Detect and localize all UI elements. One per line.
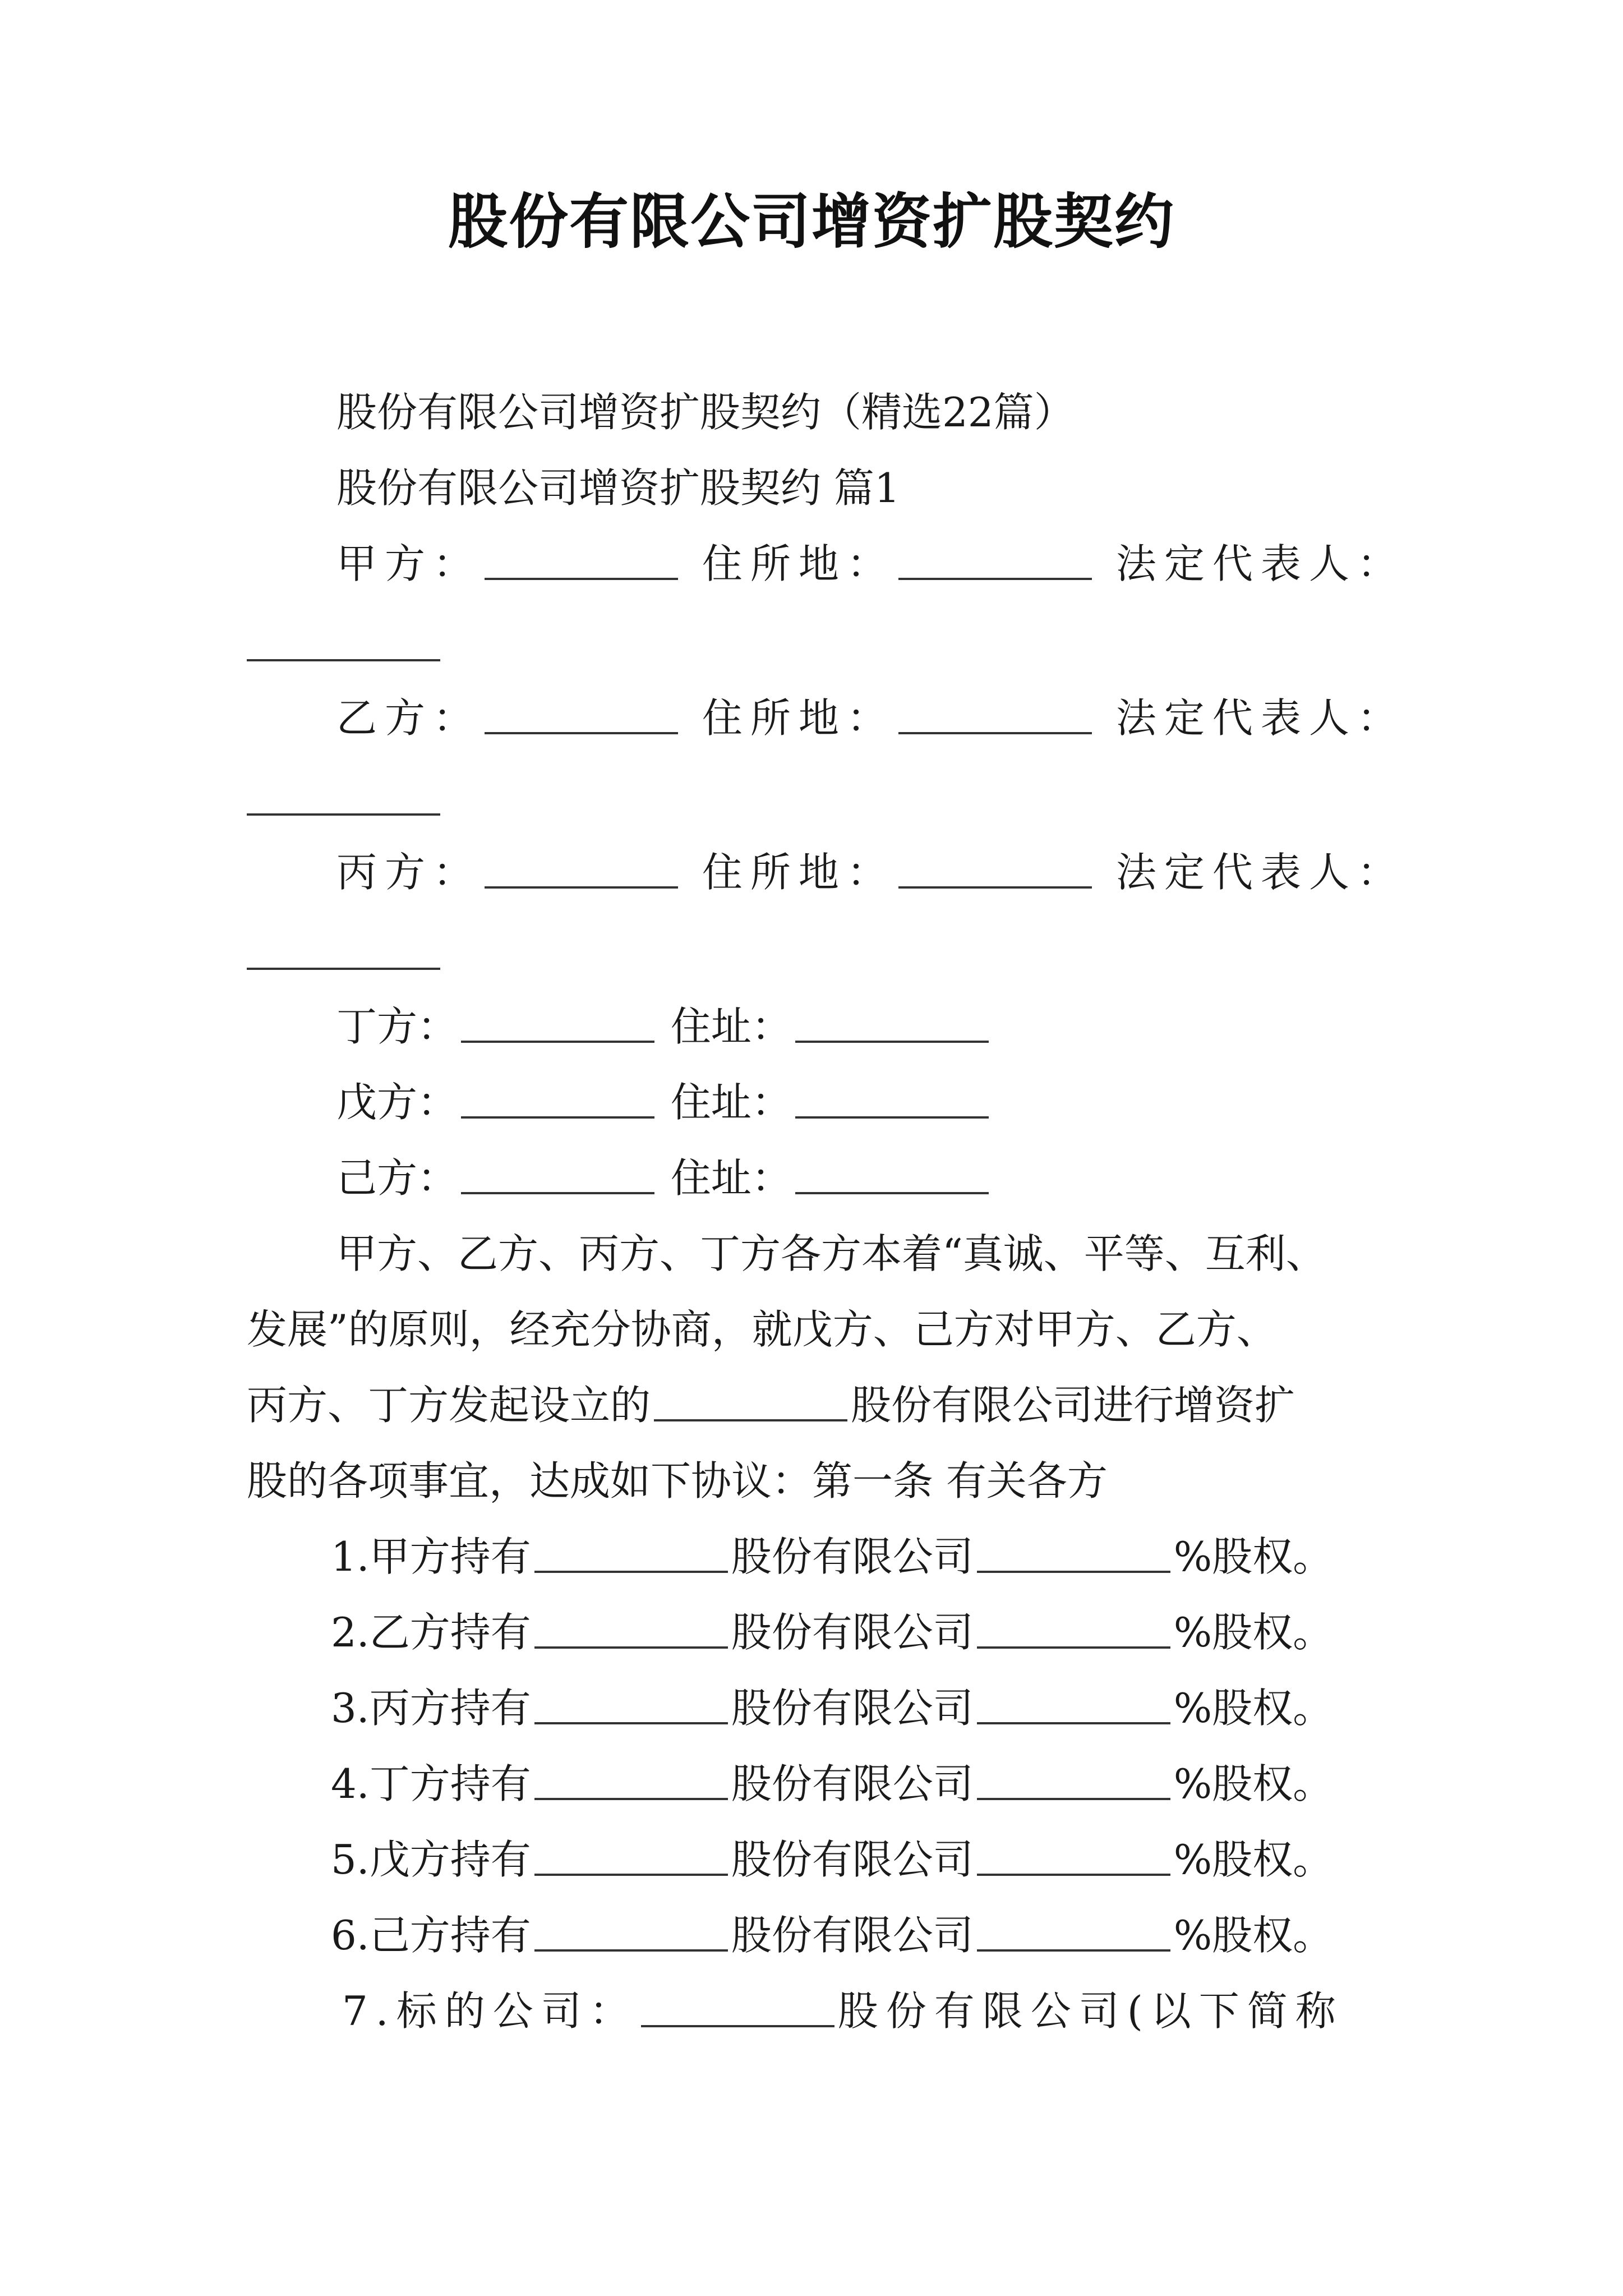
- holding-item: [331, 1904, 1333, 1966]
- blank-field: [534, 1571, 728, 1573]
- party-row-b: [336, 687, 1405, 749]
- party-name: 丁方：: [336, 1003, 458, 1050]
- party-name: 己方：: [336, 1154, 458, 1202]
- holding-item: [331, 1753, 1333, 1815]
- blank-field: [534, 1646, 728, 1649]
- address-label: 住址：: [670, 1154, 792, 1202]
- blank-field: [795, 1041, 989, 1043]
- blank-field: [534, 1798, 728, 1800]
- blank-field: [485, 886, 678, 889]
- holding-company: 股份有限公司: [731, 1609, 974, 1656]
- party-row-a: [336, 533, 1405, 595]
- holding-prefix: 2.乙方持有: [331, 1609, 531, 1656]
- blank-field: [977, 1798, 1170, 1800]
- target-company-line: [342, 1980, 1344, 2042]
- blank-field: [461, 1192, 654, 1194]
- representative-label: 法定代表人：: [1115, 540, 1405, 587]
- holding-suffix: %股权。: [1173, 1609, 1334, 1656]
- blank-field: [795, 1116, 989, 1119]
- blank-field: [977, 1722, 1170, 1724]
- party-row-d: [336, 996, 992, 1057]
- blank-field: [485, 732, 678, 734]
- blank-field: [247, 659, 440, 661]
- blank-field: [534, 1949, 728, 1952]
- blank-field: [641, 2025, 834, 2027]
- blank-field: [654, 1419, 847, 1421]
- blank-field: [977, 1874, 1170, 1876]
- party-name: 甲方：: [336, 540, 482, 587]
- holding-item: [331, 1677, 1333, 1739]
- holding-suffix: %股权。: [1173, 1533, 1334, 1580]
- party-name: 戊方：: [336, 1079, 458, 1126]
- intro-line: [247, 1374, 1295, 1436]
- holding-item: [331, 1602, 1333, 1663]
- holding-prefix: 4.丁方持有: [331, 1760, 531, 1807]
- intro-line: 发展”的原则，经充分协商，就戊方、己方对甲方、乙方、: [247, 1306, 1277, 1353]
- address-label: 住址：: [670, 1079, 792, 1126]
- holding-suffix: %股权。: [1173, 1836, 1334, 1883]
- holding-prefix: 6.己方持有: [331, 1912, 531, 1959]
- holding-company: 股份有限公司: [731, 1533, 974, 1580]
- blank-field: [898, 732, 1092, 734]
- party-name: 丙方：: [336, 849, 482, 896]
- blank-field: [461, 1116, 654, 1119]
- intro-text: 股份有限公司进行增资扩: [851, 1382, 1295, 1429]
- blank-field: [977, 1571, 1170, 1573]
- blank-field: [247, 968, 440, 970]
- party-name: 乙方：: [336, 694, 482, 742]
- blank-field: [977, 1949, 1170, 1952]
- holding-prefix: 3.丙方持有: [331, 1685, 531, 1732]
- holding-item: [331, 1829, 1333, 1890]
- representative-label: 法定代表人：: [1115, 694, 1405, 742]
- holding-prefix: 5.戊方持有: [331, 1836, 531, 1883]
- blank-field: [898, 578, 1092, 580]
- holding-company: 股份有限公司: [731, 1912, 974, 1959]
- intro-text: 丙方、丁方发起设立的: [247, 1382, 651, 1429]
- target-suffix: 股份有限公司(以下简称: [837, 1987, 1344, 2035]
- intro-line: 甲方、乙方、丙方、丁方各方本着“真诚、平等、互利、: [336, 1230, 1326, 1277]
- holding-item: [331, 1526, 1333, 1588]
- blank-field: [461, 1041, 654, 1043]
- blank-field: [898, 886, 1092, 889]
- holding-suffix: %股权。: [1173, 1685, 1334, 1732]
- target-prefix: 7.标的公司：: [342, 1987, 638, 2035]
- address-label: 住所地：: [702, 849, 895, 896]
- document-title: 股份有限公司增资扩股契约: [448, 186, 1175, 256]
- address-label: 住址：: [670, 1003, 792, 1050]
- blank-field: [485, 578, 678, 580]
- party-row-f: [336, 1147, 992, 1209]
- blank-field: [977, 1646, 1170, 1649]
- blank-field: [534, 1874, 728, 1876]
- holding-suffix: %股权。: [1173, 1912, 1334, 1959]
- address-label: 住所地：: [702, 694, 895, 742]
- intro-line: 股的各项事宜，达成如下协议：第一条 有关各方: [247, 1457, 1108, 1504]
- holding-company: 股份有限公司: [731, 1760, 974, 1807]
- party-row-e: [336, 1071, 992, 1133]
- blank-field: [534, 1722, 728, 1724]
- holding-suffix: %股权。: [1173, 1760, 1334, 1807]
- address-label: 住所地：: [702, 540, 895, 587]
- representative-label: 法定代表人：: [1115, 849, 1405, 896]
- holding-company: 股份有限公司: [731, 1685, 974, 1732]
- document-subtitle: 股份有限公司增资扩股契约（精选22篇）: [336, 389, 1075, 436]
- holding-prefix: 1.甲方持有: [331, 1533, 531, 1580]
- blank-field: [795, 1192, 989, 1194]
- chapter-heading: 股份有限公司增资扩股契约 篇1: [336, 464, 900, 512]
- blank-field: [247, 813, 440, 816]
- party-row-c: [336, 841, 1405, 903]
- holding-company: 股份有限公司: [731, 1836, 974, 1883]
